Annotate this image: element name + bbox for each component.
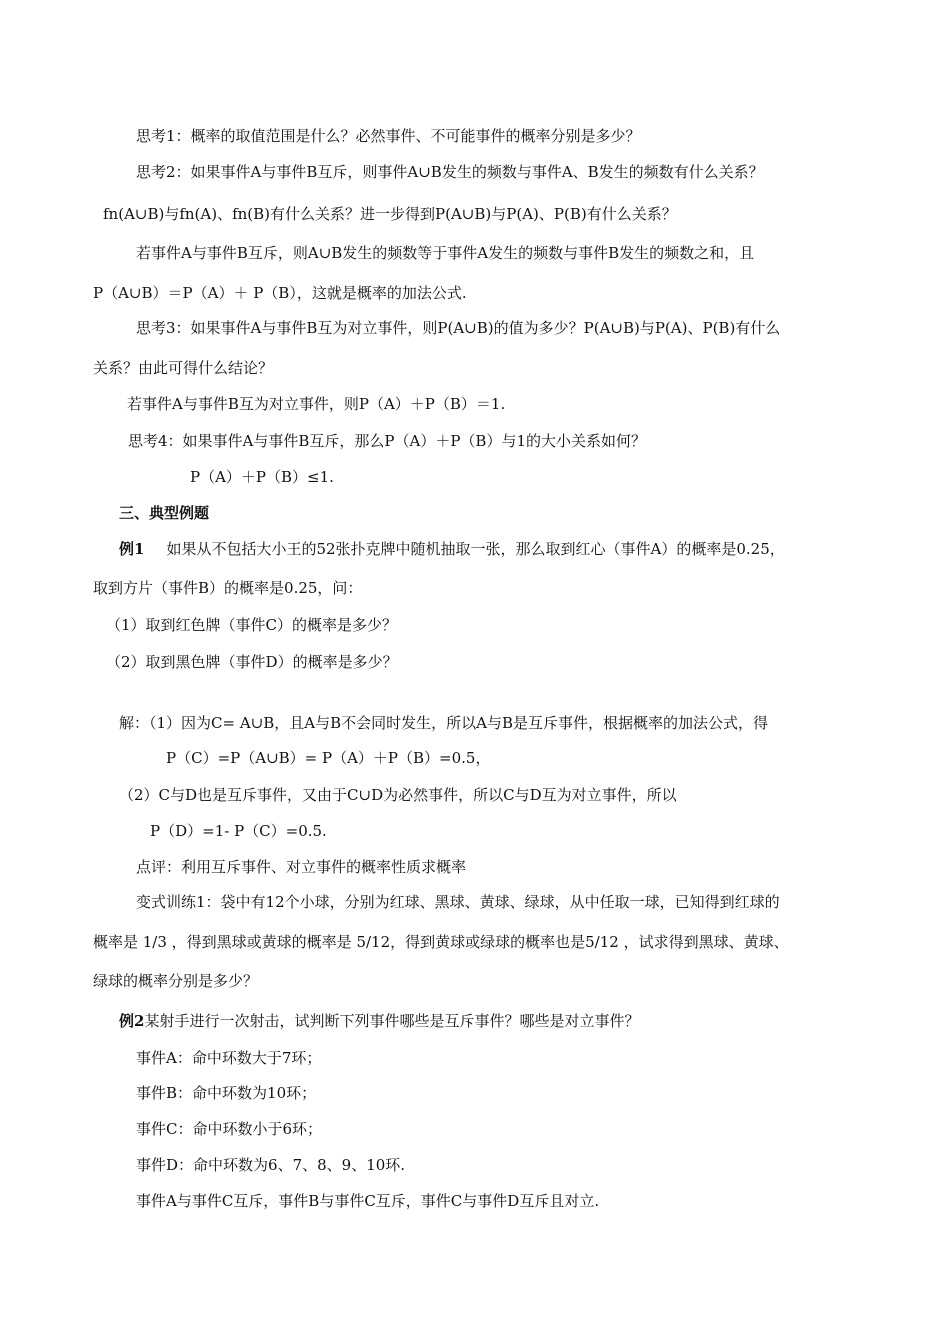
event-c: 事件C：命中环数小于6环； <box>136 1120 323 1138</box>
question-1: （1）取到红色牌（事件C）的概率是多少？ <box>106 616 398 634</box>
example-1-cont: 取到方片（事件B）的概率是0.25，问： <box>93 579 363 597</box>
think-4: 思考4：如果事件A与事件B互斥，那么P（A）＋P（B）与1的大小关系如何？ <box>128 432 646 450</box>
example-2-text: 某射手进行一次射击，试判断下列事件哪些是互斥事件？哪些是对立事件？ <box>144 1012 640 1030</box>
complement-text: 若事件A与事件B互为对立事件，则P（A）＋P（B）＝1. <box>127 395 506 413</box>
conclusion: 事件A与事件C互斥，事件B与事件C互斥，事件C与事件D互斥且对立. <box>136 1192 600 1210</box>
think-2: 思考2：如果事件A与事件B互斥，则事件A∪B发生的频数与事件A、B发生的频数有什么关系？ <box>136 163 764 181</box>
solution-2-formula: P（D）=1- P（C）=0.5. <box>150 822 327 840</box>
example-2 <box>119 1011 639 1031</box>
solution-2: （2）C与D也是互斥事件，又由于C∪D为必然事件，所以C与D互为对立事件，所以 <box>119 786 677 804</box>
example-1-text: 如果从不包括大小王的52张扑克牌中随机抽取一张，那么取到红心（事件A）的概率是0.25， <box>166 540 785 558</box>
event-a: 事件A：命中环数大于7环； <box>136 1049 322 1067</box>
solution-1: 解：（1）因为C= A∪B，且A与B不会同时发生，所以A与B是互斥事件，根据概率的加法公式，得 <box>119 714 768 732</box>
variant-training-cont: 概率是 1/3 ，得到黑球或黄球的概率是 5/12，得到黄球或绿球的概率也是5/12 ，试求得到黑球、黄球、 <box>93 933 789 951</box>
example-2-label: 例2 <box>119 1012 145 1030</box>
think-3-cont: 关系？由此可得什么结论？ <box>93 359 274 377</box>
solution-1-formula: P（C）=P（A∪B）= P（A）＋P（B）=0.5， <box>166 749 491 767</box>
inequality: P（A）＋P（B）≤1. <box>190 468 334 486</box>
event-b: 事件B：命中环数为10环； <box>136 1084 317 1102</box>
variant-training-end: 绿球的概率分别是多少？ <box>93 972 259 990</box>
example-1 <box>119 539 785 559</box>
addition-formula: P（A∪B）＝P（A）＋ P（B），这就是概率的加法公式. <box>93 284 467 302</box>
mutual-exclusive-text: 若事件A与事件B互斥，则A∪B发生的频数等于事件A发生的频数与事件B发生的频数之和，且 <box>136 244 755 262</box>
question-2: （2）取到黑色牌（事件D）的概率是多少？ <box>106 653 398 671</box>
comment: 点评：利用互斥事件、对立事件的概率性质求概率 <box>136 858 467 876</box>
think-3: 思考3：如果事件A与事件B互为对立事件，则P(A∪B)的值为多少？P(A∪B)与P(A)、P(B)有什么 <box>136 319 781 337</box>
example-1-label: 例1 <box>119 540 145 558</box>
think-1: 思考1：概率的取值范围是什么？必然事件、不可能事件的概率分别是多少？ <box>136 127 641 145</box>
section-heading: 三、典型例题 <box>119 504 210 522</box>
variant-training: 变式训练1：袋中有12个小球，分别为红球、黑球、黄球、绿球，从中任取一球，已知得到红球的 <box>136 893 780 911</box>
event-d: 事件D：命中环数为6、7、8、9、10环. <box>136 1156 406 1174</box>
think-2-cont: fn(A∪B)与fn(A)、fn(B)有什么关系？进一步得到P(A∪B)与P(A)、P(B)有什么关系？ <box>103 205 677 223</box>
